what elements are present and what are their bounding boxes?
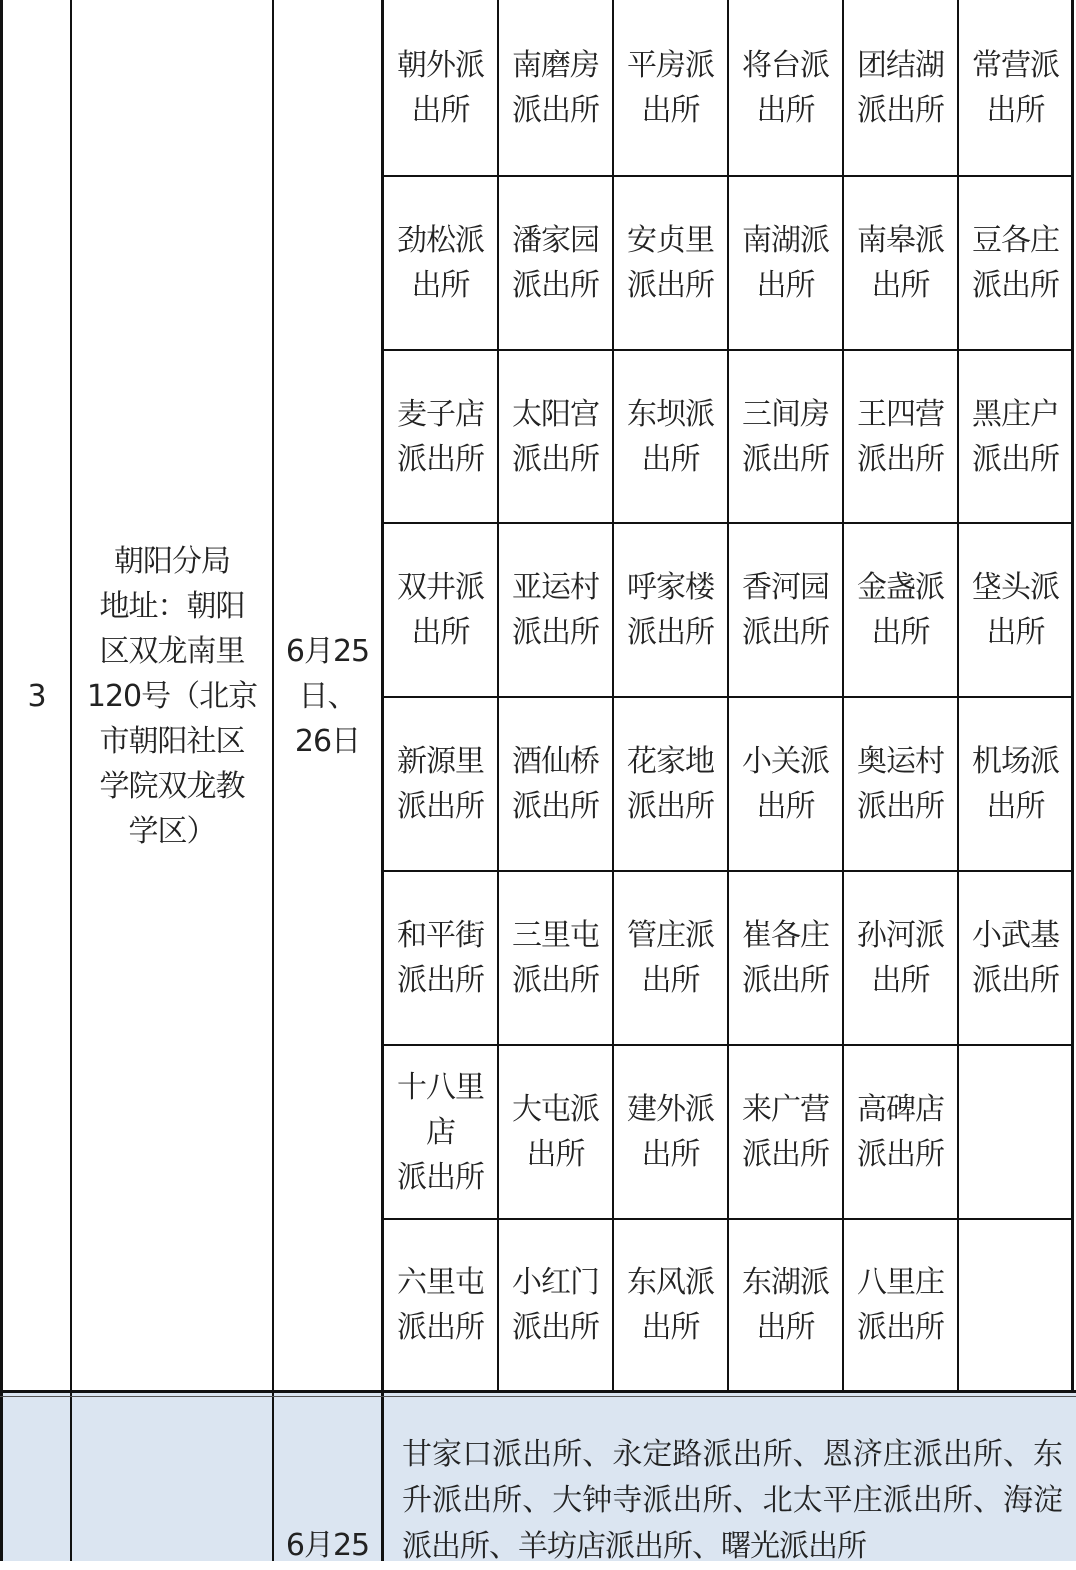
station-cell: [844, 524, 957, 696]
station-cell: [729, 351, 842, 522]
station-cell: [384, 0, 497, 175]
station-cell: [729, 698, 842, 870]
station-name: 麦子店 派出所: [397, 396, 484, 477]
station-cell: [499, 698, 612, 870]
station-name: 东风派 出所: [627, 1265, 714, 1345]
station-cell: [384, 524, 497, 696]
station-name: 南磨房 派出所: [512, 47, 599, 128]
station-cell: [384, 698, 497, 870]
station-name: 东湖派 出所: [742, 1265, 829, 1345]
station-name: 机场派 出所: [972, 744, 1059, 824]
station-name: 太阳宫 派出所: [512, 396, 599, 477]
station-name: 王四营 派出所: [857, 396, 944, 477]
station-cell: [844, 872, 957, 1044]
station-name: 和平街 派出所: [397, 918, 484, 998]
station-cell: [729, 177, 842, 349]
next-date: 6月25: [285, 1527, 370, 1563]
station-name: 十八里 店 派出所: [397, 1069, 484, 1195]
station-cell: [384, 177, 497, 349]
station-name: 东坝派 出所: [627, 396, 714, 477]
station-name: 黑庄户 派出所: [972, 396, 1059, 477]
branch-name-address: 朝阳分局 地址：朝阳 区双龙南里 120号（北京 市朝阳社区 学院双龙教 学区）: [86, 543, 258, 849]
station-name: 小武基 派出所: [972, 918, 1059, 998]
station-cell: [959, 0, 1072, 175]
row-separator-inner: [0, 1396, 1076, 1397]
station-name: 小关派 出所: [742, 744, 829, 824]
station-cell: [844, 351, 957, 522]
station-name: 南湖派 出所: [742, 223, 829, 303]
station-cell: [499, 872, 612, 1044]
station-cell: [729, 524, 842, 696]
station-cell: [384, 1220, 497, 1390]
station-cell: [844, 1046, 957, 1218]
station-name: 将台派 出所: [742, 47, 829, 128]
station-name: 八里庄 派出所: [857, 1265, 944, 1345]
next-station-list: 甘家口派出所、永定路派出所、恩济庄派出所、东升派出所、大钟寺派出所、北太平庄派出所、海淀派出所、羊坊店派出所、曙光派出所: [402, 1437, 1062, 1564]
station-name: 三里屯 派出所: [512, 918, 599, 998]
station-name: 常营派 出所: [972, 47, 1059, 128]
station-cell: [614, 872, 727, 1044]
station-cell: [959, 872, 1072, 1044]
station-cell: [729, 1220, 842, 1390]
station-cell: [614, 177, 727, 349]
station-name: 劲松派 出所: [397, 223, 484, 303]
station-name: 管庄派 出所: [627, 918, 714, 998]
station-cell: [614, 698, 727, 870]
station-cell: [844, 177, 957, 349]
station-cell: [499, 351, 612, 522]
station-cell: [729, 1046, 842, 1218]
station-cell: [499, 524, 612, 696]
station-name: 三间房 派出所: [742, 396, 829, 477]
station-cell: [729, 872, 842, 1044]
station-cell: [959, 1046, 1072, 1218]
station-cell: [499, 1220, 612, 1390]
station-cell: [959, 524, 1072, 696]
next-date-cell: [274, 1520, 381, 1570]
station-name: 新源里 派出所: [397, 744, 484, 824]
station-name: 崔各庄 派出所: [742, 918, 829, 998]
station-cell: [499, 177, 612, 349]
station-cell: [614, 1220, 727, 1390]
row-index-cell: [3, 0, 70, 1392]
station-cell: [959, 177, 1072, 349]
station-cell: [844, 0, 957, 175]
station-cell: [959, 698, 1072, 870]
station-name: 亚运村 派出所: [512, 570, 599, 650]
station-name: 双井派 出所: [397, 570, 484, 650]
station-name: 团结湖 派出所: [857, 47, 944, 128]
station-cell: [729, 0, 842, 175]
station-cell: [384, 872, 497, 1044]
station-name: 金盏派 出所: [857, 570, 944, 650]
station-name: 安贞里 派出所: [627, 223, 714, 303]
station-name: 花家地 派出所: [627, 744, 714, 824]
station-name: 平房派 出所: [627, 47, 714, 128]
branch-cell: [72, 0, 272, 1392]
station-cell: [384, 1046, 497, 1218]
station-cell: [499, 1046, 612, 1218]
station-name: 建外派 出所: [627, 1092, 714, 1172]
station-name: 孙河派 出所: [857, 918, 944, 998]
station-name: 潘家园 派出所: [512, 223, 599, 303]
station-name: 来广营 派出所: [742, 1092, 829, 1172]
station-cell: [844, 698, 957, 870]
station-name: 朝外派 出所: [397, 47, 484, 128]
row-index: 3: [27, 678, 46, 714]
station-name: 呼家楼 派出所: [627, 570, 714, 650]
station-name: 香河园 派出所: [742, 570, 829, 650]
station-name: 豆各庄 派出所: [972, 223, 1059, 303]
station-name: 奥运村 派出所: [857, 744, 944, 824]
station-cell: [959, 1220, 1072, 1390]
station-name: 六里屯 派出所: [397, 1265, 484, 1345]
station-name: 垡头派 出所: [972, 570, 1059, 650]
date-range: 6月25 日、 26日: [285, 633, 370, 759]
station-cell: [844, 1220, 957, 1390]
date-cell: [274, 0, 381, 1392]
station-cell: [959, 351, 1072, 522]
station-name: 酒仙桥 派出所: [512, 744, 599, 824]
station-name: 大屯派 出所: [512, 1092, 599, 1172]
station-cell: [614, 0, 727, 175]
station-cell: [614, 524, 727, 696]
station-name: 高碑店 派出所: [857, 1092, 944, 1172]
station-cell: [499, 0, 612, 175]
station-name: 南皋派 出所: [857, 223, 944, 303]
station-cell: [614, 1046, 727, 1218]
station-cell: [384, 351, 497, 522]
station-name: 小红门 派出所: [512, 1265, 599, 1345]
station-cell: [614, 351, 727, 522]
